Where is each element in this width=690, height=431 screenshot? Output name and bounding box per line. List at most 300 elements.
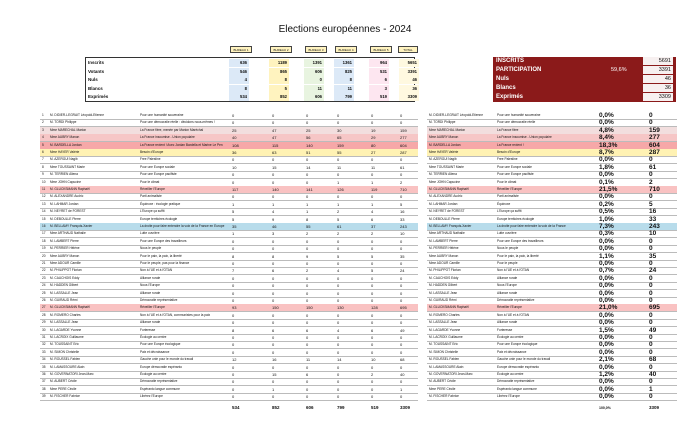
result-pct: 0,5%: [599, 208, 614, 216]
list-number: 21: [42, 261, 46, 265]
bureau-votes: 0: [232, 379, 235, 385]
result-pct: 0,0%: [599, 156, 614, 164]
list-number: 22: [42, 268, 46, 273]
bureau-votes: 0: [400, 320, 403, 326]
bureau-votes: 55: [306, 224, 311, 229]
result-name: M. TERRIEN Aliena: [429, 172, 457, 177]
total-value: 519: [371, 405, 379, 410]
result-pct: 0,0%: [599, 289, 614, 297]
result-pct: 0,0%: [599, 334, 614, 341]
bureau-votes: 0: [306, 194, 309, 200]
list-number: 32: [42, 342, 46, 347]
result-name: M. LAMASSOURE Alain: [429, 364, 464, 369]
list-number: 30: [42, 327, 46, 332]
bureau-votes: 243: [400, 224, 407, 229]
result-votes: 68: [649, 356, 657, 364]
result-votes: 0: [649, 363, 653, 371]
result-name: M. GLUCKSMANN Raphaël: [429, 305, 469, 310]
bureau-votes: 4: [272, 209, 275, 215]
bureau-votes: 0: [371, 364, 374, 370]
result-pct: 7,3%: [599, 223, 614, 230]
bureau-votes: 0: [371, 172, 374, 178]
bureau-votes: 0: [306, 261, 309, 266]
bureau-votes: 0: [337, 335, 340, 340]
result-votes: 0: [649, 171, 653, 179]
result-votes: 0: [649, 260, 653, 267]
bureau-votes: 47: [272, 135, 277, 141]
stat-value: 636: [229, 59, 249, 67]
bureau-votes: 0: [306, 179, 309, 185]
bureau-votes: 0: [272, 120, 275, 126]
candidate-name: M. BELLAMY François-Xavier: [50, 224, 93, 228]
result-list-title: Pour une humanité souveraine: [497, 113, 541, 117]
bureau-votes: 2: [337, 231, 340, 237]
bureau-votes: 0: [337, 298, 340, 303]
bureau-votes: 0: [371, 283, 374, 289]
candidate-name: M. GLUCKSMANN Raphaël: [50, 187, 90, 191]
list-title: La France revient ! Avec Jordan Bardella et Marine Le Pen: [140, 142, 223, 147]
bureau-votes: 9: [272, 216, 275, 222]
result-votes: 604: [649, 141, 660, 149]
result-pct: 0,0%: [599, 282, 614, 290]
bureau-votes: 0: [272, 364, 275, 370]
bureau-header: BUREAU 4: [335, 46, 357, 53]
result-list-title: Nous le peuple: [497, 246, 519, 251]
stat-value: 3309: [399, 93, 419, 101]
result-name: Mme AUBRY Manon: [429, 253, 459, 258]
bureau-votes: 0: [337, 261, 340, 266]
result-pct: 1,2%: [599, 371, 614, 378]
bureau-votes: 0: [306, 172, 309, 178]
result-pct: 0,0%: [599, 119, 614, 127]
bureau-votes: 1: [337, 179, 340, 185]
total-value: 3309: [400, 405, 411, 410]
result-votes: 24: [649, 267, 657, 275]
bureau-votes: 0: [400, 246, 403, 252]
bureau-votes: 1: [371, 179, 374, 185]
bureau-votes: 11: [337, 164, 342, 170]
bureau-votes: 61: [337, 224, 342, 229]
result-name: M. BELLAMY François-Xavier: [429, 224, 472, 228]
candidate-name: Mme ADOUR Camille: [50, 261, 81, 265]
result-pct: 0,0%: [599, 311, 614, 319]
list-title: Pour une humanité souveraine: [140, 113, 184, 117]
result-votes: 0: [649, 341, 653, 349]
bureau-votes: 6: [371, 327, 374, 333]
result-name: M. PHILIPPOT Florian: [429, 268, 461, 273]
bureau-votes: 25: [306, 127, 311, 133]
bureau-votes: 0: [371, 238, 374, 244]
stat-value: 8: [229, 85, 249, 93]
bureau-votes: 30: [337, 127, 342, 133]
stat-row: [86, 59, 417, 68]
bureau-votes: 3: [272, 231, 275, 237]
result-name: M. LASSALLE Jean: [429, 320, 458, 325]
bureau-votes: 695: [400, 305, 407, 311]
bureau-header: BUREAU 2: [270, 46, 292, 53]
bureau-votes: 0: [400, 120, 403, 126]
result-pct: 1,1%: [599, 252, 614, 260]
result-name: Mme PERE Cécile: [429, 386, 456, 391]
bureau-votes: 63: [272, 150, 277, 155]
bureau-votes: 8: [232, 327, 235, 333]
result-list-title: Free Palestine: [497, 157, 518, 162]
result-pct: 0,0%: [599, 378, 614, 386]
bureau-votes: 0: [337, 172, 340, 178]
list-number: 25: [42, 290, 46, 295]
list-title: Pour le pain, la paix, la liberté: [140, 253, 182, 258]
total-pct: 100,0%: [599, 406, 611, 410]
bureau-votes: 10: [232, 164, 237, 170]
result-list-title: Réveiller l'Europe: [497, 305, 522, 310]
candidate-name: Mme TOUSSAINT Marie: [50, 164, 85, 169]
list-number: 27: [42, 305, 46, 310]
bureau-votes: 2: [371, 231, 374, 237]
result-list-title: Europe démocratie espéranto: [497, 364, 539, 369]
list-number: 16: [42, 224, 46, 228]
summary-row: [493, 57, 676, 66]
summary-label: INSCRITS: [496, 58, 525, 64]
bureau-votes: 0: [400, 290, 403, 296]
result-pct: 0,1%: [599, 178, 614, 186]
stat-value: 5: [269, 85, 289, 93]
list-number: 36: [42, 372, 46, 376]
bureau-votes: 0: [400, 172, 403, 178]
list-title: Écologie au centre: [140, 372, 167, 376]
bureau-votes: 11: [306, 357, 311, 363]
stat-row: [86, 68, 417, 77]
result-pct: 0,0%: [599, 363, 614, 371]
bureau-votes: 2: [371, 372, 374, 377]
list-number: 4: [42, 135, 44, 140]
candidate-name: M. ALEXANDRE Audric: [50, 194, 84, 199]
result-list-title: Besoin d'Europe: [497, 150, 521, 154]
bureau-votes: 0: [306, 290, 309, 296]
bureau-votes: 2: [400, 179, 403, 185]
candidate-name: M. FISCHER Fabrice: [50, 394, 80, 399]
bureau-votes: 0: [232, 157, 235, 163]
result-name: M. HADDEN Gilbert: [429, 283, 458, 288]
result-name: M. TOUSSAINT Eric: [429, 342, 458, 347]
bureau-votes: 117: [232, 187, 239, 192]
candidate-name: M. DEBOULLE Pierre: [50, 216, 81, 221]
result-list-title: Alliance rurale: [497, 275, 518, 280]
bureau-votes: 119: [371, 187, 378, 192]
result-list-title: Non à l'UE et à l'OTAN: [497, 312, 530, 317]
stat-value: 964: [369, 59, 389, 67]
bureau-votes: 1: [232, 201, 235, 207]
bureau-votes: 2: [306, 268, 309, 274]
bureau-votes: 0: [272, 172, 275, 178]
bureau-votes: 4: [371, 209, 374, 215]
result-name: Mme TOUSSAINT Marie: [429, 164, 464, 169]
bureau-header: BUREAU 5: [370, 46, 392, 53]
result-name: M. ROMERO Charles: [429, 312, 460, 317]
bureau-votes: 0: [306, 157, 309, 163]
bureau-votes: 68: [400, 357, 405, 363]
stat-value: 8: [334, 76, 354, 84]
result-votes: 277: [649, 134, 660, 142]
list-title: La France fière, menée par Marion Maréchal: [140, 127, 204, 132]
list-number: 1: [42, 113, 44, 117]
candidate-name: M. PERRIER Hélène: [50, 246, 80, 251]
bureau-votes: 0: [272, 275, 275, 281]
result-name: M. GOVERNATORI Jean-Marc: [429, 372, 473, 376]
bureau-votes: 140: [306, 142, 313, 148]
page-title: Elections européennes - 2024: [278, 24, 412, 35]
list-title: Écologie au centre: [140, 335, 167, 339]
result-list-title: Pour une démocratie réelle: [497, 120, 536, 125]
bureau-votes: 5: [371, 268, 374, 274]
stat-value: 3391: [399, 68, 419, 76]
result-name: M. CAUCHOIS Eddy: [429, 275, 459, 280]
bureau-votes: 0: [272, 312, 275, 318]
bureau-votes: 0: [337, 120, 340, 126]
bureau-votes: 61: [400, 164, 405, 170]
result-list-title: Parti animaliste: [497, 194, 519, 199]
stat-value: 531: [369, 68, 389, 76]
bureau-votes: 0: [272, 246, 275, 252]
summary-value: 5691: [643, 57, 673, 65]
list-number: 33: [42, 349, 46, 354]
bureau-votes: 15: [272, 164, 277, 170]
bureau-votes: 0: [272, 394, 275, 400]
list-number: 12: [42, 194, 46, 199]
result-list-title: Pour une Europe des travailleurs: [497, 238, 544, 243]
bureau-votes: 6: [306, 327, 309, 333]
bureau-votes: 0: [232, 349, 235, 355]
bureau-votes: 11: [371, 164, 376, 170]
list-title: Alliance rurale: [140, 275, 161, 280]
summary-value: 46: [643, 75, 673, 83]
list-title: La droite pour faire entendre la voix de la France en Europe: [140, 224, 225, 228]
bureau-votes: 0: [400, 194, 403, 200]
list-title: Free Palestine: [140, 157, 161, 162]
stat-value: 546: [229, 68, 249, 76]
list-title: Réveiller l'Europe: [140, 305, 165, 310]
list-title: Pour le peuple, pas pour la finance: [140, 261, 190, 265]
bureau-votes: 0: [371, 320, 374, 326]
stat-row: [86, 76, 417, 85]
list-number: 38: [42, 386, 46, 391]
candidate-name: Mme PERE Cécile: [50, 386, 77, 391]
bureau-votes: 5: [232, 216, 235, 222]
bureau-votes: 0: [337, 349, 340, 355]
bureau-votes: 6: [272, 268, 275, 274]
list-number: 31: [42, 335, 46, 339]
bureau-votes: 1: [400, 386, 403, 392]
bureau-votes: 5: [232, 209, 235, 215]
candidate-name: M. LAHMAR Jordan: [50, 201, 79, 206]
bureau-votes: 0: [337, 386, 340, 392]
bureau-votes: 93: [232, 305, 237, 311]
bureau-votes: 1: [272, 386, 275, 392]
bureau-votes: 4: [337, 327, 340, 333]
candidate-name: M. ROUSSEL Fabien: [50, 357, 81, 362]
result-name: M. LAGARDE Yvonne: [429, 327, 461, 332]
bureau-votes: 6: [371, 216, 374, 222]
bureau-votes: 0: [306, 113, 309, 118]
total-value: 534: [232, 405, 240, 410]
bureau-votes: 10: [400, 231, 405, 237]
bureau-votes: 0: [272, 179, 275, 185]
result-list-title: Paix et décroissance: [497, 349, 527, 354]
bureau-votes: 33: [400, 216, 405, 222]
bureau-votes: 0: [306, 120, 309, 126]
candidate-name: M. PHILIPPOT Florian: [50, 268, 82, 273]
list-number: 23: [42, 275, 46, 280]
result-votes: 159: [649, 126, 660, 134]
result-name: Mme AUBRY Manon: [429, 135, 459, 140]
stat-value: 6: [369, 76, 389, 84]
bureau-votes: 0: [400, 275, 403, 281]
list-number: 39: [42, 394, 46, 399]
bureau-votes: 0: [371, 246, 374, 252]
list-title: Nous le peuple: [140, 246, 162, 251]
stat-value: 799: [334, 93, 354, 101]
summary-value: 3309: [643, 93, 673, 101]
summary-pct: 59,6%: [611, 67, 627, 73]
bureau-votes: 24: [400, 268, 405, 274]
result-list-title: Réveiller l'Europe: [497, 187, 522, 191]
stat-label: Blancs: [88, 85, 103, 91]
bureau-votes: 0: [232, 283, 235, 289]
result-pct: 1,5%: [599, 326, 614, 334]
list-number: 10: [42, 179, 46, 184]
total-value: 799: [337, 405, 345, 410]
bureau-votes: 0: [337, 312, 340, 318]
bureau-votes: 0: [337, 275, 340, 281]
result-votes: 61: [649, 163, 657, 171]
stat-value: 1189: [269, 59, 289, 67]
result-name: M. LAHMAR Jordan: [429, 201, 458, 206]
stat-value: 0: [304, 76, 324, 84]
bureau-votes: 0: [400, 113, 403, 118]
candidate-name: M. BARDELLA Jordan: [50, 142, 82, 147]
list-title: Pour une Europe écologique: [140, 342, 181, 347]
bureau-votes: 36: [232, 150, 237, 155]
bureau-votes: 0: [232, 320, 235, 326]
result-pct: 0,0%: [599, 319, 614, 327]
result-name: M. AUBERT Cécile: [429, 379, 456, 384]
list-title: L'Europe ça suffit: [140, 209, 165, 214]
bureau-votes: 1: [306, 209, 309, 215]
result-list-title: Europe territoires écologie: [497, 216, 535, 221]
bureau-votes: 0: [400, 283, 403, 289]
bureau-votes: 0: [371, 342, 374, 348]
list-number: 37: [42, 379, 46, 384]
result-name: M. ALEXANDRE Audric: [429, 194, 463, 199]
result-votes: 710: [649, 186, 660, 193]
result-pct: 0,0%: [599, 171, 614, 179]
candidate-name: M. GLUCKSMANN Raphaël: [50, 305, 90, 310]
candidate-name: M. LAGARDE Yvonne: [50, 327, 82, 332]
result-list-title: Alliance rurale: [497, 320, 518, 325]
stat-value: 606: [304, 68, 324, 76]
bureau-votes: 0: [400, 342, 403, 348]
summary-panel: [493, 57, 676, 102]
bureau-votes: 35: [400, 253, 405, 259]
stat-value: 865: [269, 68, 289, 76]
bureau-votes: 0: [337, 372, 340, 377]
result-votes: 0: [649, 282, 653, 290]
bureau-votes: 49: [400, 327, 405, 333]
bureau-votes: 0: [306, 364, 309, 370]
bureau-votes: 0: [306, 320, 309, 326]
bureau-votes: 0: [400, 298, 403, 303]
summary-row: [493, 75, 676, 84]
result-list-title: Alliance rurale: [497, 290, 518, 295]
bureau-votes: 0: [272, 194, 275, 200]
bureau-votes: 4: [337, 268, 340, 274]
result-list-title: Écologie au centre: [497, 335, 524, 339]
list-title: Alliance rurale: [140, 320, 161, 325]
candidate-name: M. AUBERT Cécile: [50, 379, 77, 384]
bureau-votes: 5: [337, 216, 340, 222]
result-name: M. DEBOULLE Pierre: [429, 216, 460, 221]
bureau-votes: 0: [371, 394, 374, 400]
result-list-title: La France insoumise - Union populaire: [497, 135, 552, 140]
result-list-title: L'Europe ça suffit: [497, 209, 522, 214]
bureau-votes: 14: [337, 357, 342, 363]
result-row: [427, 393, 677, 401]
list-title: Espéranto langue commune: [140, 386, 180, 391]
result-list-title: Nous l'Europe: [497, 283, 517, 288]
bureau-votes: 0: [232, 342, 235, 348]
bureau-votes: 0: [337, 364, 340, 370]
result-pct: 2,1%: [599, 356, 614, 364]
list-number: 34: [42, 357, 46, 362]
bureau-votes: 27: [371, 150, 376, 155]
bureau-votes: 0: [400, 335, 403, 340]
bureau-votes: 0: [371, 290, 374, 296]
bureau-votes: 29: [371, 135, 376, 141]
bureau-votes: 2: [337, 209, 340, 215]
list-title: Pour une Europe des travailleurs: [140, 238, 187, 243]
stat-value: 46: [399, 76, 419, 84]
bureau-votes: 141: [306, 187, 313, 192]
result-name: Mme ARTHAUD Nathalie: [429, 231, 465, 236]
bureau-votes: 159: [400, 127, 407, 133]
bureau-votes: 19: [371, 127, 376, 133]
candidate-name: M. TOUSSAINT Eric: [50, 342, 79, 347]
bureau-votes: 15: [272, 372, 277, 377]
bureau-votes: 130: [337, 305, 344, 311]
list-title: Lutte ouvrière: [140, 231, 160, 236]
bureau-votes: 0: [306, 238, 309, 244]
bureau-votes: 0: [272, 335, 275, 340]
stat-value: 1391: [304, 59, 324, 67]
bureau-votes: 37: [371, 224, 376, 229]
bureau-votes: 6: [306, 372, 309, 377]
bureau-votes: 0: [371, 386, 374, 392]
bureau-votes: 0: [306, 298, 309, 303]
bureau-votes: 0: [371, 275, 374, 281]
result-votes: 0: [649, 245, 653, 253]
candidate-name: Mme AUBRY Manon: [50, 135, 80, 140]
list-title: Gauche unie pour le monde du travail: [140, 357, 194, 362]
result-votes: 49: [649, 326, 657, 334]
bureau-votes: 0: [272, 298, 275, 303]
result-votes: 0: [649, 311, 653, 319]
bureau-votes: 0: [232, 120, 235, 126]
result-name: M. GLUCKSMANN Raphaël: [429, 187, 469, 191]
list-number: 5: [42, 142, 44, 147]
result-pct: 0,7%: [599, 267, 614, 275]
result-pct: 0,0%: [599, 348, 614, 356]
bureau-votes: 40: [232, 135, 237, 141]
bureau-votes: 108: [232, 142, 239, 148]
